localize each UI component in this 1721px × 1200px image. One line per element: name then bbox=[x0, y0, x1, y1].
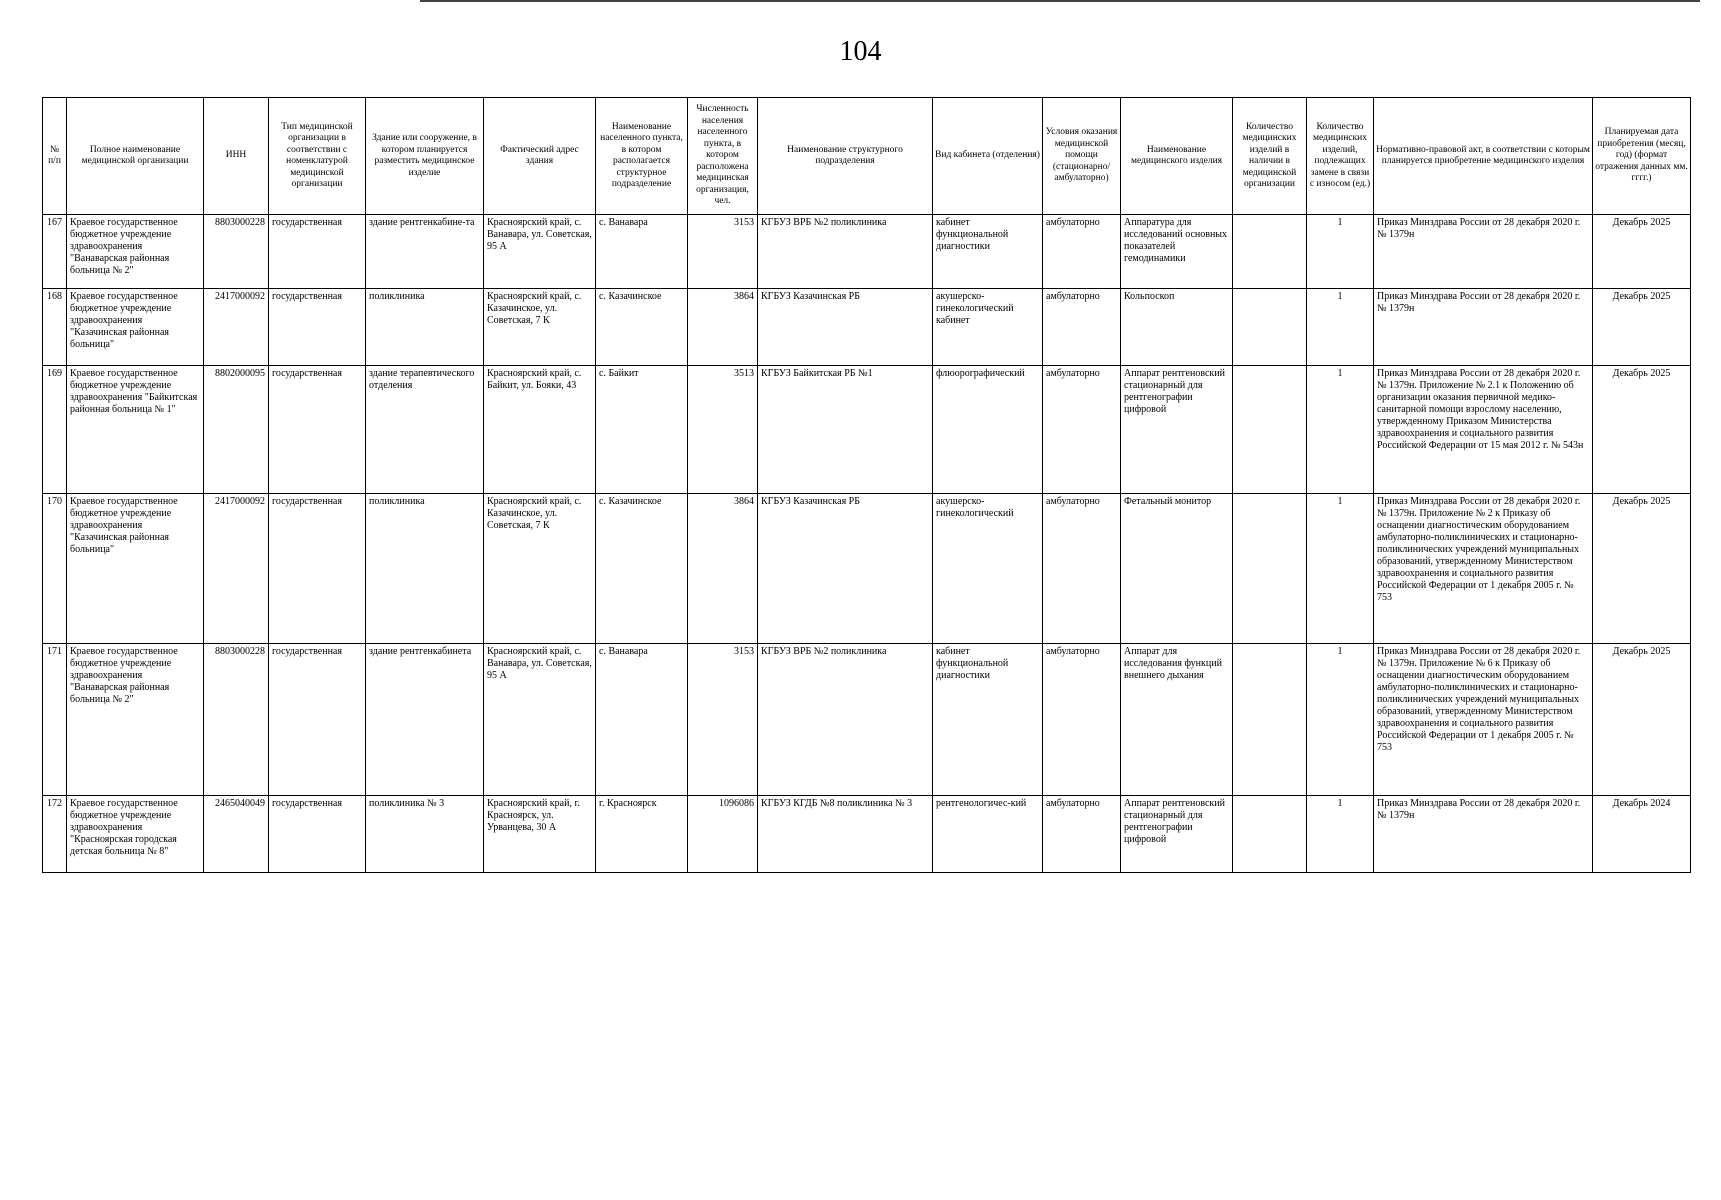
cell-org-type: государственная bbox=[269, 796, 366, 873]
cell-inn: 8803000228 bbox=[204, 215, 269, 289]
cell-organization: Краевое государственное бюджетное учреждение здравоохранения "Красноярская городская детская больница № 8" bbox=[67, 796, 204, 873]
cell-room-type: акушерско-гинекологический кабинет bbox=[933, 289, 1043, 366]
cell-planned-date: Декабрь 2025 bbox=[1593, 366, 1691, 494]
cell-in-stock bbox=[1233, 494, 1307, 644]
column-header: Здание или сооружение, в котором планируется разместить медицинское изделие bbox=[366, 98, 484, 215]
cell-planned-date: Декабрь 2025 bbox=[1593, 644, 1691, 796]
cell-address: Красноярский край, с. Казачинское, ул. Советская, 7 К bbox=[484, 494, 596, 644]
cell-population: 3864 bbox=[688, 289, 758, 366]
cell-in-stock bbox=[1233, 366, 1307, 494]
cell-to-replace: 1 bbox=[1307, 289, 1374, 366]
cell-address: Красноярский край, с. Казачинское, ул. Советская, 7 К bbox=[484, 289, 596, 366]
cell-address: Красноярский край, с. Ванавара, ул. Советская, 95 А bbox=[484, 215, 596, 289]
cell-care-conditions: амбулаторно bbox=[1043, 366, 1121, 494]
cell-in-stock bbox=[1233, 289, 1307, 366]
column-header: Условия оказания медицинской помощи (стационарно/ амбулаторно) bbox=[1043, 98, 1121, 215]
cell-care-conditions: амбулаторно bbox=[1043, 494, 1121, 644]
column-header: Количество медицинских изделий, подлежащих замене в связи с износом (ед.) bbox=[1307, 98, 1374, 215]
cell-in-stock bbox=[1233, 644, 1307, 796]
table-row bbox=[43, 215, 1691, 289]
cell-organization: Краевое государственное бюджетное учреждение здравоохранения "Байкитская районная больница № 1" bbox=[67, 366, 204, 494]
cell-device-name: Кольпоскоп bbox=[1121, 289, 1233, 366]
cell-address: Красноярский край, с. Байкит, ул. Бояки, 43 bbox=[484, 366, 596, 494]
cell-address: Красноярский край, г. Красноярск, ул. Урванцева, 30 А bbox=[484, 796, 596, 873]
column-header: Планируемая дата приобретения (месяц, год) (формат отражения данных мм. гггг.) bbox=[1593, 98, 1691, 215]
cell-address: Красноярский край, с. Ванавара, ул. Советская, 95 А bbox=[484, 644, 596, 796]
cell-org-type: государственная bbox=[269, 644, 366, 796]
column-header: Наименование медицинского изделия bbox=[1121, 98, 1233, 215]
cell-org-type: государственная bbox=[269, 215, 366, 289]
cell-legal-act: Приказ Минздрава России от 28 декабря 2020 г. № 1379н bbox=[1374, 215, 1593, 289]
column-header: Численность населения населенного пункта, в котором расположена медицинская организация, чел. bbox=[688, 98, 758, 215]
cell-settlement: с. Казачинское bbox=[596, 494, 688, 644]
cell-building: поликлиника bbox=[366, 289, 484, 366]
cell-organization: Краевое государственное бюджетное учреждение здравоохранения "Казачинская районная больница" bbox=[67, 289, 204, 366]
column-header: ИНН bbox=[204, 98, 269, 215]
cell-room-type: акушерско-гинекологический bbox=[933, 494, 1043, 644]
cell-org-type: государственная bbox=[269, 494, 366, 644]
cell-to-replace: 1 bbox=[1307, 644, 1374, 796]
cell-division: КГБУЗ ВРБ №2 поликлиника bbox=[758, 215, 933, 289]
column-header: № п/п bbox=[43, 98, 67, 215]
column-header: Вид кабинета (отделения) bbox=[933, 98, 1043, 215]
cell-row-number: 169 bbox=[43, 366, 67, 494]
cell-settlement: с. Байкит bbox=[596, 366, 688, 494]
cell-building: поликлиника № 3 bbox=[366, 796, 484, 873]
cell-row-number: 172 bbox=[43, 796, 67, 873]
table-row bbox=[43, 644, 1691, 796]
cell-planned-date: Декабрь 2025 bbox=[1593, 494, 1691, 644]
cell-organization: Краевое государственное бюджетное учреждение здравоохранения "Ванаварская районная больница № 2" bbox=[67, 215, 204, 289]
column-header: Полное наименование медицинской организации bbox=[67, 98, 204, 215]
cell-in-stock bbox=[1233, 215, 1307, 289]
cell-inn: 2417000092 bbox=[204, 289, 269, 366]
cell-device-name: Фетальный монитор bbox=[1121, 494, 1233, 644]
table-row bbox=[43, 796, 1691, 873]
cell-device-name: Аппарат рентгеновский стационарный для рентгенографии цифровой bbox=[1121, 796, 1233, 873]
cell-care-conditions: амбулаторно bbox=[1043, 644, 1121, 796]
column-header: Фактический адрес здания bbox=[484, 98, 596, 215]
cell-to-replace: 1 bbox=[1307, 796, 1374, 873]
cell-organization: Краевое государственное бюджетное учреждение здравоохранения "Ванаварская районная больница № 2" bbox=[67, 644, 204, 796]
cell-legal-act: Приказ Минздрава России от 28 декабря 2020 г. № 1379н. Приложение № 2.1 к Положению об организации оказания первичной медико-санитарной помощи взрослому населению, утвержденному Приказом Министерства здравоохранения и социального развития Российской Федерации от 15 мая 2012 г. № 543н bbox=[1374, 366, 1593, 494]
cell-device-name: Аппарат рентгеновский стационарный для рентгенографии цифровой bbox=[1121, 366, 1233, 494]
column-header: Наименование населенного пункта, в котором располагается структурное подразделение bbox=[596, 98, 688, 215]
cell-row-number: 171 bbox=[43, 644, 67, 796]
cell-to-replace: 1 bbox=[1307, 494, 1374, 644]
cell-inn: 8802000095 bbox=[204, 366, 269, 494]
cell-room-type: флюорографический bbox=[933, 366, 1043, 494]
cell-division: КГБУЗ Байкитская РБ №1 bbox=[758, 366, 933, 494]
cell-building: здание терапевтического отделения bbox=[366, 366, 484, 494]
column-header: Тип медицинской организации в соответствии с номенклатурой медицинской организации bbox=[269, 98, 366, 215]
column-header: Наименование структурного подразделения bbox=[758, 98, 933, 215]
cell-in-stock bbox=[1233, 796, 1307, 873]
cell-room-type: кабинет функциональной диагностики bbox=[933, 215, 1043, 289]
scan-top-edge bbox=[420, 0, 1700, 2]
cell-room-type: кабинет функциональной диагностики bbox=[933, 644, 1043, 796]
cell-inn: 8803000228 bbox=[204, 644, 269, 796]
cell-legal-act: Приказ Минздрава России от 28 декабря 2020 г. № 1379н bbox=[1374, 289, 1593, 366]
cell-population: 1096086 bbox=[688, 796, 758, 873]
cell-legal-act: Приказ Минздрава России от 28 декабря 2020 г. № 1379н. Приложение № 6 к Приказу об оснащении диагностическим оборудованием амбулаторно-поликлинических и стационарно-поликлинических учреждений муниципальных образований, утвержденному Министерством здравоохранения и социального развития Российской Федерации от 1 декабря 2005 г. № 753 bbox=[1374, 644, 1593, 796]
cell-building: здание рентгенкабине-та bbox=[366, 215, 484, 289]
cell-org-type: государственная bbox=[269, 289, 366, 366]
cell-legal-act: Приказ Минздрава России от 28 декабря 2020 г. № 1379н bbox=[1374, 796, 1593, 873]
cell-division: КГБУЗ ВРБ №2 поликлиника bbox=[758, 644, 933, 796]
equipment-register-table bbox=[42, 97, 1691, 873]
cell-population: 3513 bbox=[688, 366, 758, 494]
table-row bbox=[43, 494, 1691, 644]
table-row bbox=[43, 289, 1691, 366]
table-header-row bbox=[43, 98, 1691, 215]
cell-population: 3153 bbox=[688, 215, 758, 289]
column-header: Количество медицинских изделий в наличии в медицинской организации bbox=[1233, 98, 1307, 215]
cell-to-replace: 1 bbox=[1307, 366, 1374, 494]
cell-inn: 2465040049 bbox=[204, 796, 269, 873]
cell-organization: Краевое государственное бюджетное учреждение здравоохранения "Казачинская районная больница" bbox=[67, 494, 204, 644]
table-row bbox=[43, 366, 1691, 494]
cell-settlement: с. Казачинское bbox=[596, 289, 688, 366]
cell-planned-date: Декабрь 2025 bbox=[1593, 215, 1691, 289]
cell-row-number: 168 bbox=[43, 289, 67, 366]
cell-care-conditions: амбулаторно bbox=[1043, 215, 1121, 289]
cell-row-number: 167 bbox=[43, 215, 67, 289]
cell-division: КГБУЗ Казачинская РБ bbox=[758, 289, 933, 366]
cell-care-conditions: амбулаторно bbox=[1043, 796, 1121, 873]
cell-settlement: с. Ванавара bbox=[596, 644, 688, 796]
cell-care-conditions: амбулаторно bbox=[1043, 289, 1121, 366]
cell-settlement: с. Ванавара bbox=[596, 215, 688, 289]
cell-building: поликлиника bbox=[366, 494, 484, 644]
cell-row-number: 170 bbox=[43, 494, 67, 644]
cell-legal-act: Приказ Минздрава России от 28 декабря 2020 г. № 1379н. Приложение № 2 к Приказу об оснащении диагностическим оборудованием амбулаторно-поликлинических и стационарно-поликлинических учреждений муниципальных образований, утвержденному Министерством здравоохранения и социального развития Российской Федерации от 1 декабря 2005 г. № 753 bbox=[1374, 494, 1593, 644]
cell-population: 3153 bbox=[688, 644, 758, 796]
cell-device-name: Аппарат для исследования функций внешнего дыхания bbox=[1121, 644, 1233, 796]
cell-settlement: г. Красноярск bbox=[596, 796, 688, 873]
cell-planned-date: Декабрь 2025 bbox=[1593, 289, 1691, 366]
cell-inn: 2417000092 bbox=[204, 494, 269, 644]
cell-device-name: Аппаратура для исследований основных показателей гемодинамики bbox=[1121, 215, 1233, 289]
page-number: 104 bbox=[839, 36, 882, 67]
cell-to-replace: 1 bbox=[1307, 215, 1374, 289]
cell-planned-date: Декабрь 2024 bbox=[1593, 796, 1691, 873]
cell-population: 3864 bbox=[688, 494, 758, 644]
column-header: Нормативно-правовой акт, в соответствии с которым планируется приобретение медицинского изделия bbox=[1374, 98, 1593, 215]
cell-division: КГБУЗ КГДБ №8 поликлиника № 3 bbox=[758, 796, 933, 873]
cell-division: КГБУЗ Казачинская РБ bbox=[758, 494, 933, 644]
cell-building: здание рентгенкабинета bbox=[366, 644, 484, 796]
cell-org-type: государственная bbox=[269, 366, 366, 494]
cell-room-type: рентгенологичес-кий bbox=[933, 796, 1043, 873]
